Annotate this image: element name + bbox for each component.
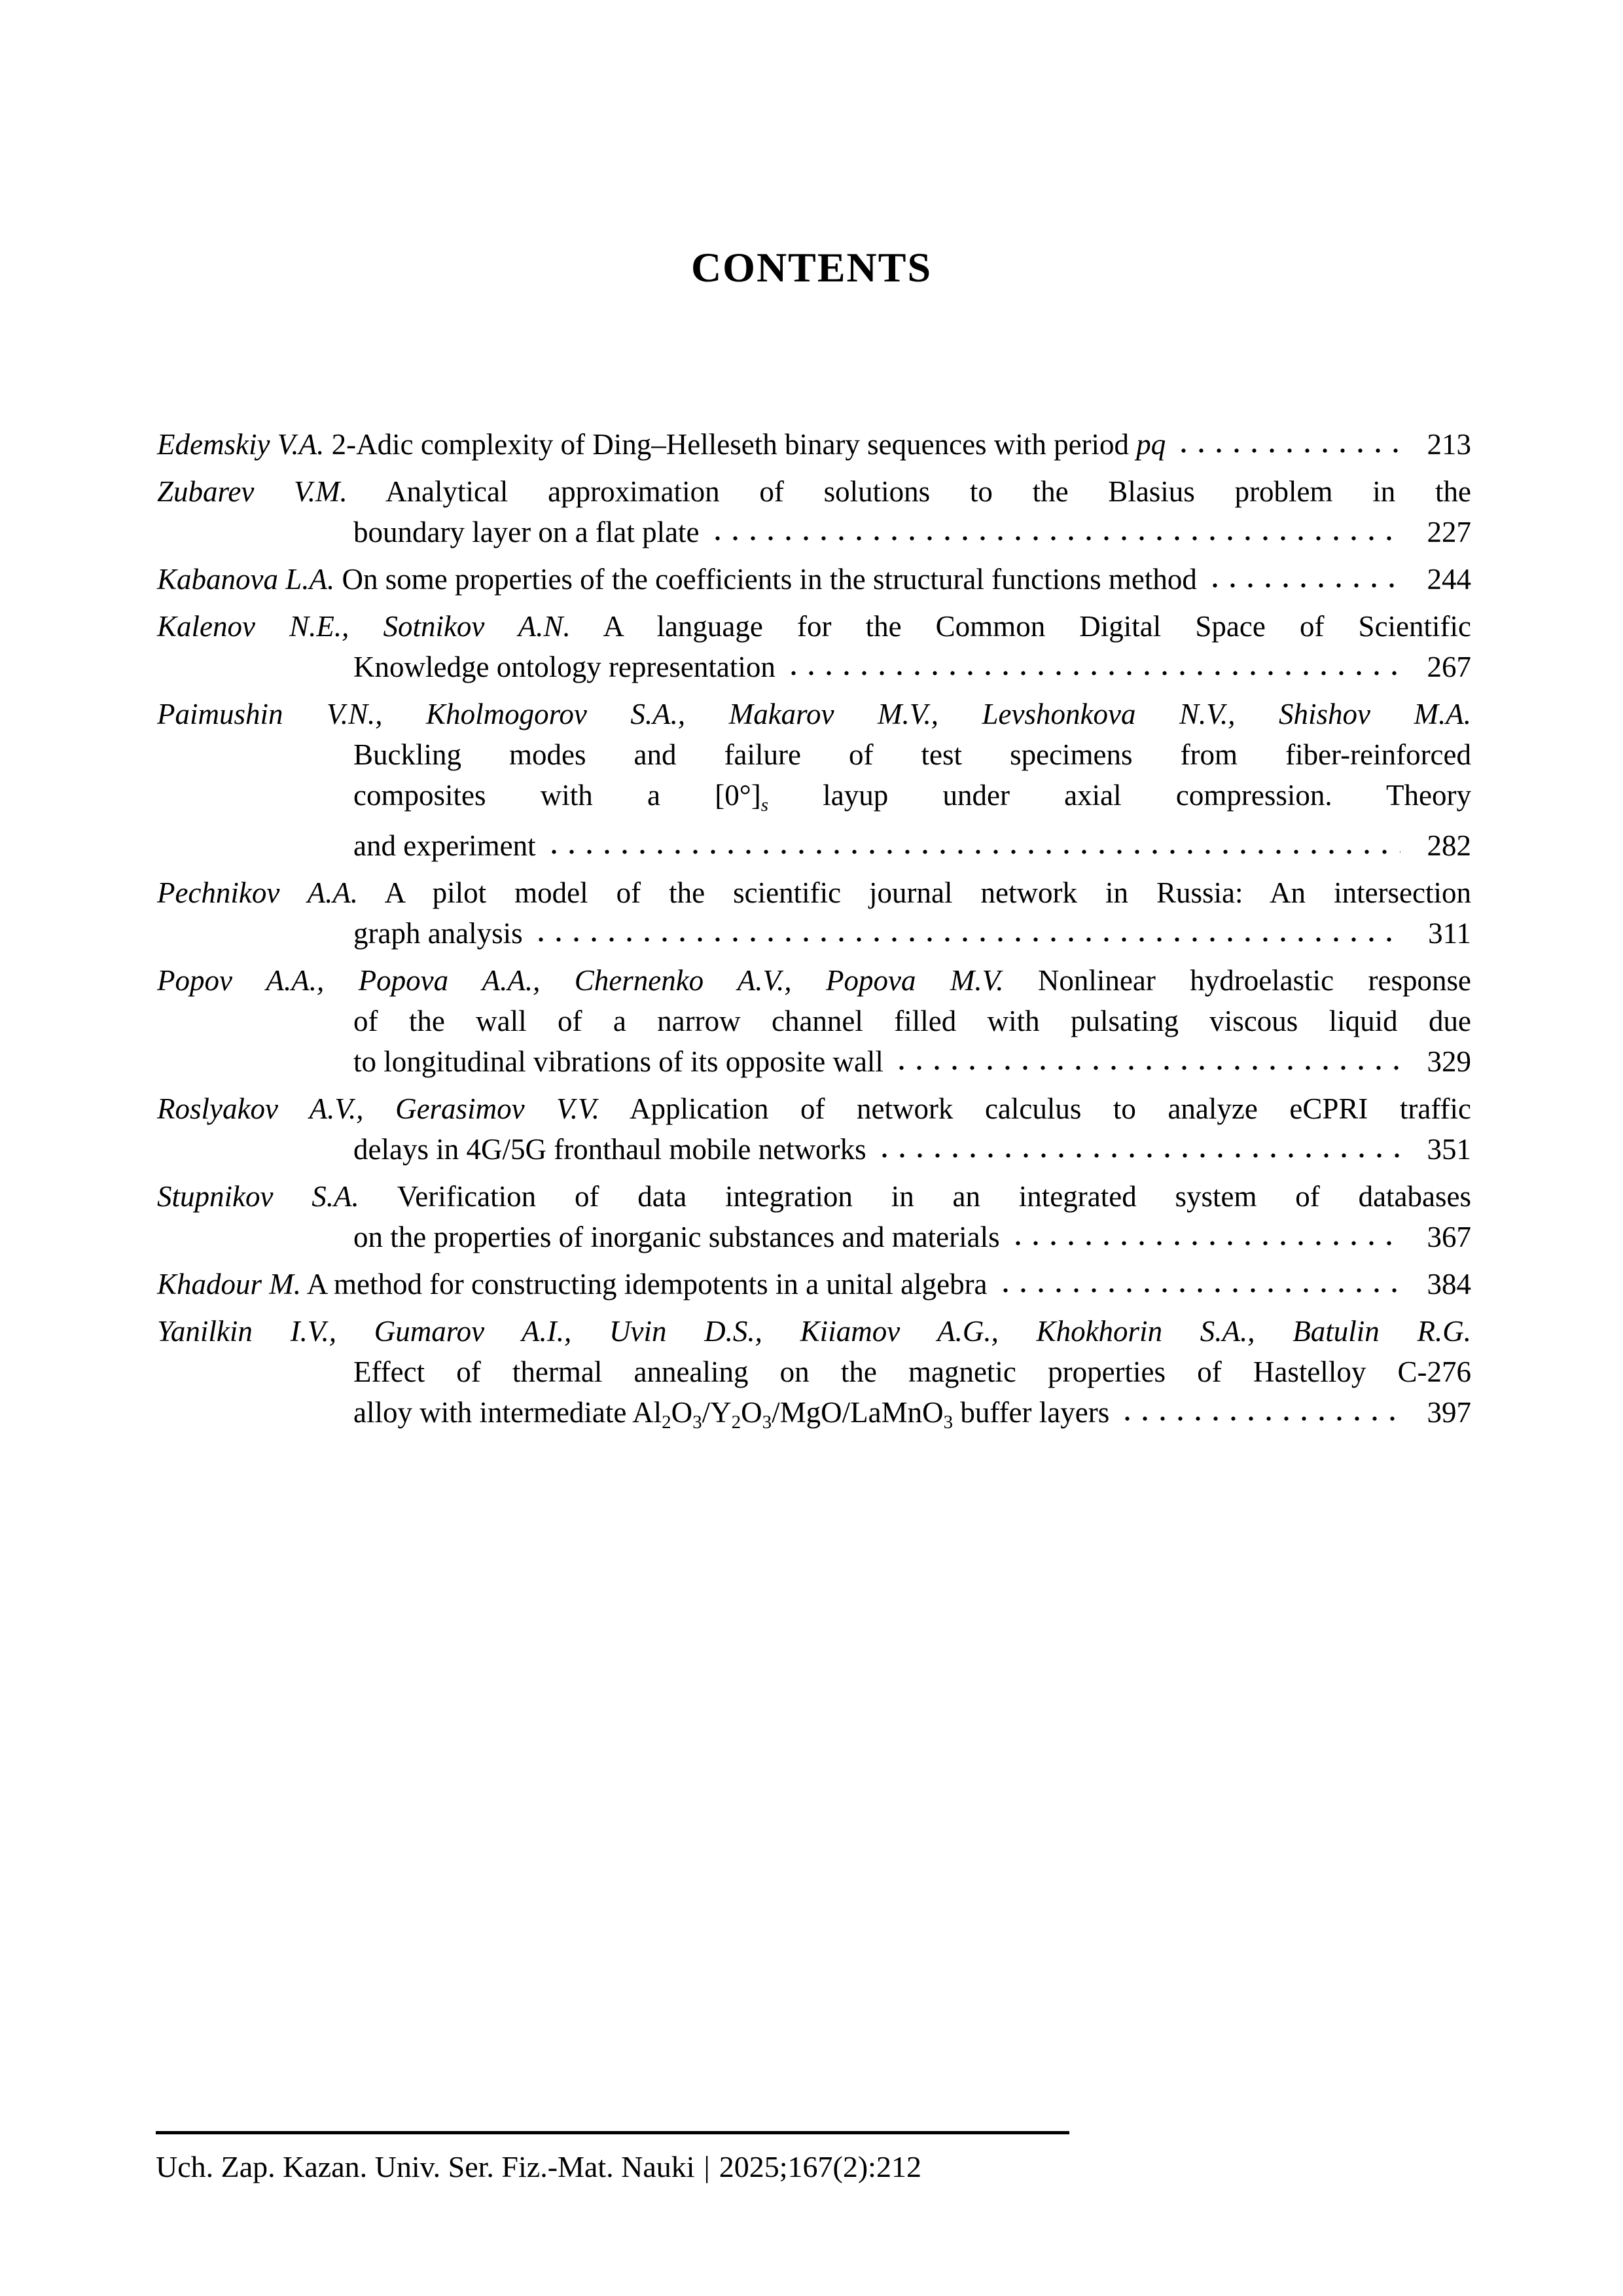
page-number: 282 — [1427, 829, 1471, 862]
toc-list — [157, 424, 1471, 1449]
entry-text: A method for constructing idempotents in a unital algebra — [301, 1268, 988, 1300]
author-names: Khadour M. — [157, 1268, 302, 1300]
entry-text: A pilot model of the scientific journal network in Russia: An intersection — [358, 876, 1471, 909]
entry-line-text — [157, 698, 1471, 730]
entry-line-text — [353, 647, 776, 687]
toc-entry — [157, 606, 1471, 687]
entry-text: A language for the Common Digital Space of Scientific — [570, 610, 1471, 643]
page-title: CONTENTS — [690, 244, 933, 291]
dot-leader — [785, 670, 1400, 677]
entry-text: /MgO/LaMnO — [772, 1396, 944, 1429]
toc-entry-line — [157, 471, 1471, 512]
entry-text: /Y — [702, 1396, 732, 1429]
footer — [156, 2149, 921, 2184]
entry-line-text — [353, 1005, 1471, 1037]
author-names: Stupnikov S.A. — [157, 1180, 359, 1213]
toc-entry-line — [157, 960, 1471, 1001]
subscript: s — [760, 795, 768, 816]
entry-line-text — [353, 913, 523, 954]
page-number: 384 — [1427, 1268, 1471, 1300]
toc-entry-line — [157, 825, 1471, 866]
emphasis-text: pq — [1136, 428, 1166, 461]
author-names: Kalenov N.E., Sotnikov A.N. — [157, 610, 571, 643]
author-names: Roslyakov A.V., Gerasimov V.V. — [157, 1092, 599, 1125]
author-names: Popov A.A., Popova A.A., Chernenko A.V., Popova M.V. — [157, 964, 1004, 997]
entry-line-text — [353, 1392, 1109, 1443]
entry-line-text — [353, 738, 1471, 771]
toc-entry — [157, 872, 1471, 954]
article-citation: 2025;167(2):212 — [719, 2150, 921, 2183]
entry-line-text — [157, 1180, 1471, 1213]
entry-line-text — [157, 475, 1471, 508]
entry-text: Application of network calculus to analyze eCPRI traffic — [599, 1092, 1471, 1125]
entry-text: composites with a [0°] — [353, 779, 761, 812]
author-names: Edemskiy V.A. — [157, 428, 325, 461]
subscript: 3 — [762, 1412, 772, 1433]
toc-entry-line — [157, 872, 1471, 913]
entry-line-text — [157, 964, 1471, 997]
author-names: Kabanova L.A. — [157, 563, 335, 596]
entry-line-text — [157, 876, 1471, 909]
dot-leader — [532, 936, 1400, 943]
footer-rule — [156, 2131, 1069, 2134]
page-number: 244 — [1427, 563, 1471, 596]
toc-entry-line — [157, 1264, 1471, 1304]
dot-leader — [1009, 1240, 1400, 1247]
entry-line-text — [353, 1129, 866, 1170]
subscript: 3 — [692, 1412, 702, 1433]
page-number: 311 — [1428, 917, 1471, 950]
entry-line-text — [353, 825, 536, 866]
page-number: 213 — [1427, 428, 1471, 461]
toc-entry-line — [157, 1129, 1471, 1170]
dot-leader — [997, 1287, 1400, 1294]
entry-text: 2-Adic complexity of Ding–Helleseth binary sequences with period — [324, 428, 1137, 461]
entry-line-text — [353, 779, 1471, 816]
page-number: 351 — [1427, 1133, 1471, 1166]
toc-entry-line — [157, 559, 1471, 600]
dot-leader — [709, 535, 1400, 542]
toc-entry — [157, 960, 1471, 1082]
toc-entry-line — [157, 1217, 1471, 1257]
entry-text: and experiment — [353, 829, 536, 862]
toc-entry-line — [157, 734, 1471, 775]
page-number: 397 — [1427, 1396, 1471, 1429]
toc-entry — [157, 1264, 1471, 1304]
entry-text: of the wall of a narrow channel filled with pulsating viscous liquid due — [353, 1005, 1471, 1037]
toc-entry-line — [157, 775, 1471, 825]
toc-entry-line — [157, 647, 1471, 687]
author-names: Paimushin V.N., Kholmogorov S.A., Makarov M.V., Levshonkova N.V., Shishov M.A. — [157, 698, 1471, 730]
entry-text: to longitudinal vibrations of its opposite wall — [353, 1045, 883, 1078]
toc-entry-line — [157, 1041, 1471, 1082]
toc-entry — [157, 424, 1471, 465]
dot-leader — [545, 848, 1400, 855]
page-number: 367 — [1427, 1221, 1471, 1253]
dot-leader — [1206, 582, 1400, 589]
dot-leader — [1175, 447, 1400, 454]
toc-entry-line — [157, 1176, 1471, 1217]
subscript: 3 — [943, 1412, 954, 1433]
entry-text: on the properties of inorganic substances and materials — [353, 1221, 1000, 1253]
toc-entry — [157, 1088, 1471, 1170]
toc-entry-line — [157, 1392, 1471, 1443]
toc-entry-line — [157, 913, 1471, 954]
subscript: 2 — [662, 1412, 671, 1433]
entry-text: Knowledge ontology representation — [353, 651, 776, 683]
toc-entry — [157, 559, 1471, 600]
entry-line-text — [157, 559, 1197, 600]
subscript: 2 — [731, 1412, 741, 1433]
toc-entry-line — [157, 424, 1471, 465]
toc-entry-line — [157, 694, 1471, 734]
toc-entry-line — [157, 1352, 1471, 1392]
entry-text: O — [671, 1396, 693, 1429]
entry-line-text — [157, 610, 1471, 643]
dot-leader — [1118, 1415, 1400, 1422]
entry-text: Buckling modes and failure of test specimens from fiber-reinforced — [353, 738, 1471, 771]
entry-text: O — [741, 1396, 762, 1429]
entry-text: graph analysis — [353, 917, 523, 950]
toc-entry — [157, 1311, 1471, 1443]
entry-text: boundary layer on a flat plate — [353, 516, 700, 548]
entry-line-text — [353, 512, 700, 552]
toc-entry-line — [157, 1311, 1471, 1352]
entry-text: alloy with intermediate Al — [353, 1396, 662, 1429]
page-number: 329 — [1427, 1045, 1471, 1078]
author-names: Pechnikov A.A. — [157, 876, 359, 909]
entry-text: delays in 4G/5G fronthaul mobile networks — [353, 1133, 866, 1166]
page-number: 227 — [1427, 516, 1471, 548]
toc-entry-line — [157, 1001, 1471, 1041]
toc-entry — [157, 471, 1471, 552]
entry-text: On some properties of the coefficients in the structural functions method — [334, 563, 1197, 596]
entry-line-text — [157, 424, 1166, 465]
entry-text: Analytical approximation of solutions to the Blasius problem in the — [347, 475, 1471, 508]
entry-text: buffer layers — [953, 1396, 1110, 1429]
entry-text: layup under axial compression. Theory — [768, 779, 1471, 812]
entry-line-text — [353, 1217, 1000, 1257]
toc-entry-line — [157, 606, 1471, 647]
entry-line-text — [353, 1355, 1471, 1388]
author-names: Yanilkin I.V., Gumarov A.I., Uvin D.S., Kiiamov A.G., Khokhorin S.A., Batulin R.G. — [157, 1315, 1471, 1348]
entry-line-text — [353, 1041, 883, 1082]
toc-entry — [157, 694, 1471, 866]
dot-leader — [876, 1152, 1400, 1159]
footer-separator: | — [704, 2150, 710, 2183]
toc-entry-line — [157, 1088, 1471, 1129]
dot-leader — [893, 1064, 1400, 1071]
author-names: Zubarev V.M. — [157, 475, 348, 508]
toc-entry — [157, 1176, 1471, 1257]
entry-line-text — [157, 1092, 1471, 1125]
entry-text: Verification of data integration in an integrated system of databases — [359, 1180, 1471, 1213]
entry-text: Nonlinear hydroelastic response — [1003, 964, 1471, 997]
entry-line-text — [157, 1264, 988, 1304]
entry-text: Effect of thermal annealing on the magnetic properties of Hastelloy C-276 — [353, 1355, 1471, 1388]
journal-abbrev: Uch. Zap. Kazan. Univ. Ser. Fiz.-Mat. Nauki — [156, 2150, 695, 2183]
page-number: 267 — [1427, 651, 1471, 683]
toc-entry-line — [157, 512, 1471, 552]
entry-line-text — [157, 1315, 1471, 1348]
